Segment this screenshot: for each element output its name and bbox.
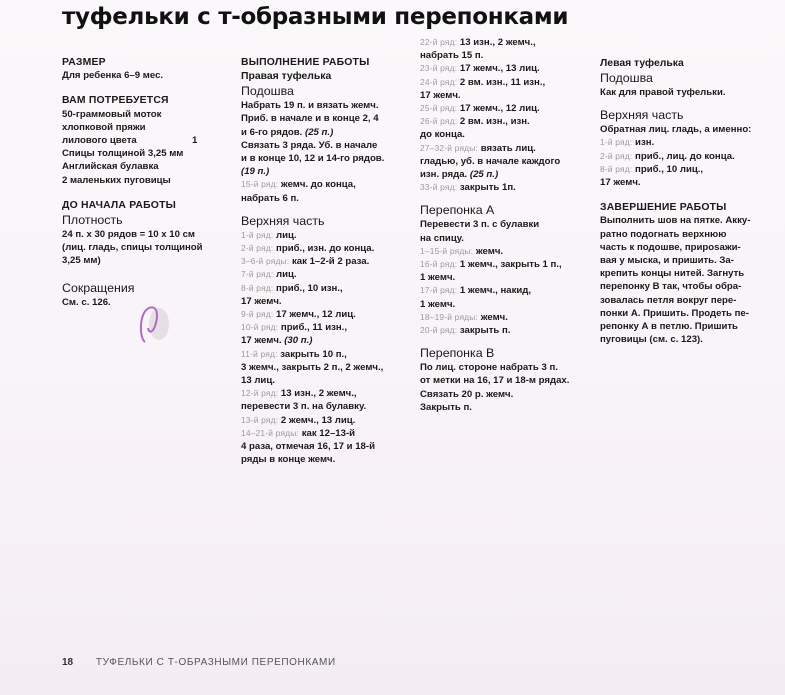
- page-number: 18: [62, 657, 74, 668]
- column-materials: [62, 56, 227, 309]
- upper-rows: 1-й ряд: лиц. 2-й ряд: приб., изн. до конца. 3–6-й ряды: как 1–2-й 2 раза. 7-й ряд: лиц. 8-й ряд: приб., 10 изн., 17 жемч. 9-й ряд: 17 жемч., 12 лиц. 10-й ряд: приб., 11 изн., 17 жемч. (30 п.) 11-й ряд: закрыть 10 п., 3 жемч., закрыть 2 п., 2 жемч., 13 лиц. 12-й ряд: 13 изн., 2 жемч., перевести 3 п. на булавку. 13-й ряд: 2 жемч., 13 лиц. 14–21-й ряды: как 12–13-й 4 раза, отмечая 16, 17 и 18-й ряды в конце жемч.: [241, 229, 384, 466]
- upper-rows-continued: 22-й ряд: 13 изн., 2 жемч., набрать 15 п. 23-й ряд: 17 жемч., 13 лиц. 24-й ряд: 2 вм. изн., 11 изн., 17 жемч. 25-й ряд: 17 жемч., 12 лиц. 26-й ряд: 2 вм. изн., изн. до конца. 27–32-й ряды: вязать лиц. гладью, уб. в начале каждого изн. ряда. (25 п.) 33-й ряд: закрыть 1п.: [420, 37, 561, 194]
- instructions-heading: ВЫПОЛНЕНИЕ РАБОТЫ: [241, 57, 370, 68]
- left-upper-rows: Обратная лиц. гладь, а именно: 1-й ряд: изн. 2-й ряд: приб., лиц. до конца. 8-й ряд: приб., 10 лиц., 17 жемч.: [600, 124, 752, 189]
- page-title: туфельки с т-образными перепонками: [62, 4, 569, 30]
- column-left-shoe: [600, 56, 762, 346]
- page-footer: [62, 657, 336, 668]
- left-upper-subheading: Верхняя часть: [600, 108, 684, 123]
- column-instructions: [241, 56, 413, 466]
- sole-text: Набрать 19 п. и вязать жемч. Приб. в начале и в конце 2, 4 и 6-го рядов. (25 п.) Связать 3 ряда. Уб. в начале и в конце 10, 12 и 14-го рядов. (19 п.) 15-й ряд: жемч. до конца, набрать 6 п.: [241, 100, 385, 204]
- sole-subheading: Подошва: [241, 84, 294, 99]
- abbreviations-text: См. с. 126.: [62, 296, 111, 308]
- right-shoe-subheading: Правая туфелька: [241, 71, 332, 83]
- running-title: ТУФЕЛЬКИ С Т-ОБРАЗНЫМИ ПЕРЕПОНКАМИ: [95, 657, 336, 668]
- paperclip-icon: [133, 300, 175, 348]
- strap-a-subheading: Перепонка А: [420, 203, 495, 218]
- left-sole-subheading: Подошва: [600, 71, 653, 85]
- gauge-subheading: Плотность: [62, 213, 123, 228]
- column-continued: [420, 36, 592, 414]
- left-shoe-subheading: Левая туфелька: [600, 58, 684, 69]
- finishing-text: Выполнить шов на пятке. Акку- ратно подогнать верхнюю часть к подошве, приposaжи- вая у мыска, и пришить. За- крепить концы нитей. Загнуть перепонку В так, чтобы обра- зовалась петля вокруг пере- понки А. Пришить. Продеть пе- репонку А в петлю. Пришить пуговицы (см. с. 123).: [600, 215, 751, 346]
- size-text: Для ребенка 6–9 мес.: [62, 70, 164, 82]
- strap-b-text: По лиц. стороне набрать 3 п. от метки на 16, 17 и 18-м рядах. Связать 20 р. жемч. Закрыть п.: [420, 362, 570, 413]
- upper-subheading: Верхняя часть: [241, 213, 325, 228]
- yarn-count: 1: [192, 135, 198, 147]
- strap-a-text: Перевести 3 п. с булавки на спицу. 1–15-й ряды: жемч. 16-й ряд: 1 жемч., закрыть 1 п., 1 жемч. 17-й ряд: 1 жемч., накид, 1 жемч. 18–19-й ряды: жемч. 20-й ряд: закрыть п.: [420, 219, 562, 337]
- left-sole-text: Как для правой туфельки.: [600, 87, 726, 98]
- before-start-heading: ДО НАЧАЛА РАБОТЫ: [62, 199, 176, 211]
- gauge-text: 24 п. х 30 рядов = 10 х 10 см (лиц. гладь, спицы толщиной 3,25 мм): [62, 229, 203, 267]
- size-heading: РАЗМЕР: [62, 57, 106, 68]
- finishing-heading: ЗАВЕРШЕНИЕ РАБОТЫ: [600, 202, 727, 214]
- materials-list: 50-граммовый моток хлопковой пряжи лилового цвета 1 Спицы толщиной 3,25 мм Английская булавка 2 маленьких пуговицы: [62, 108, 198, 186]
- materials-heading: ВАМ ПОТРЕБУЕТСЯ: [62, 95, 169, 107]
- abbreviations-subheading: Сокращения: [62, 280, 135, 295]
- strap-b-subheading: Перепонка В: [420, 346, 495, 361]
